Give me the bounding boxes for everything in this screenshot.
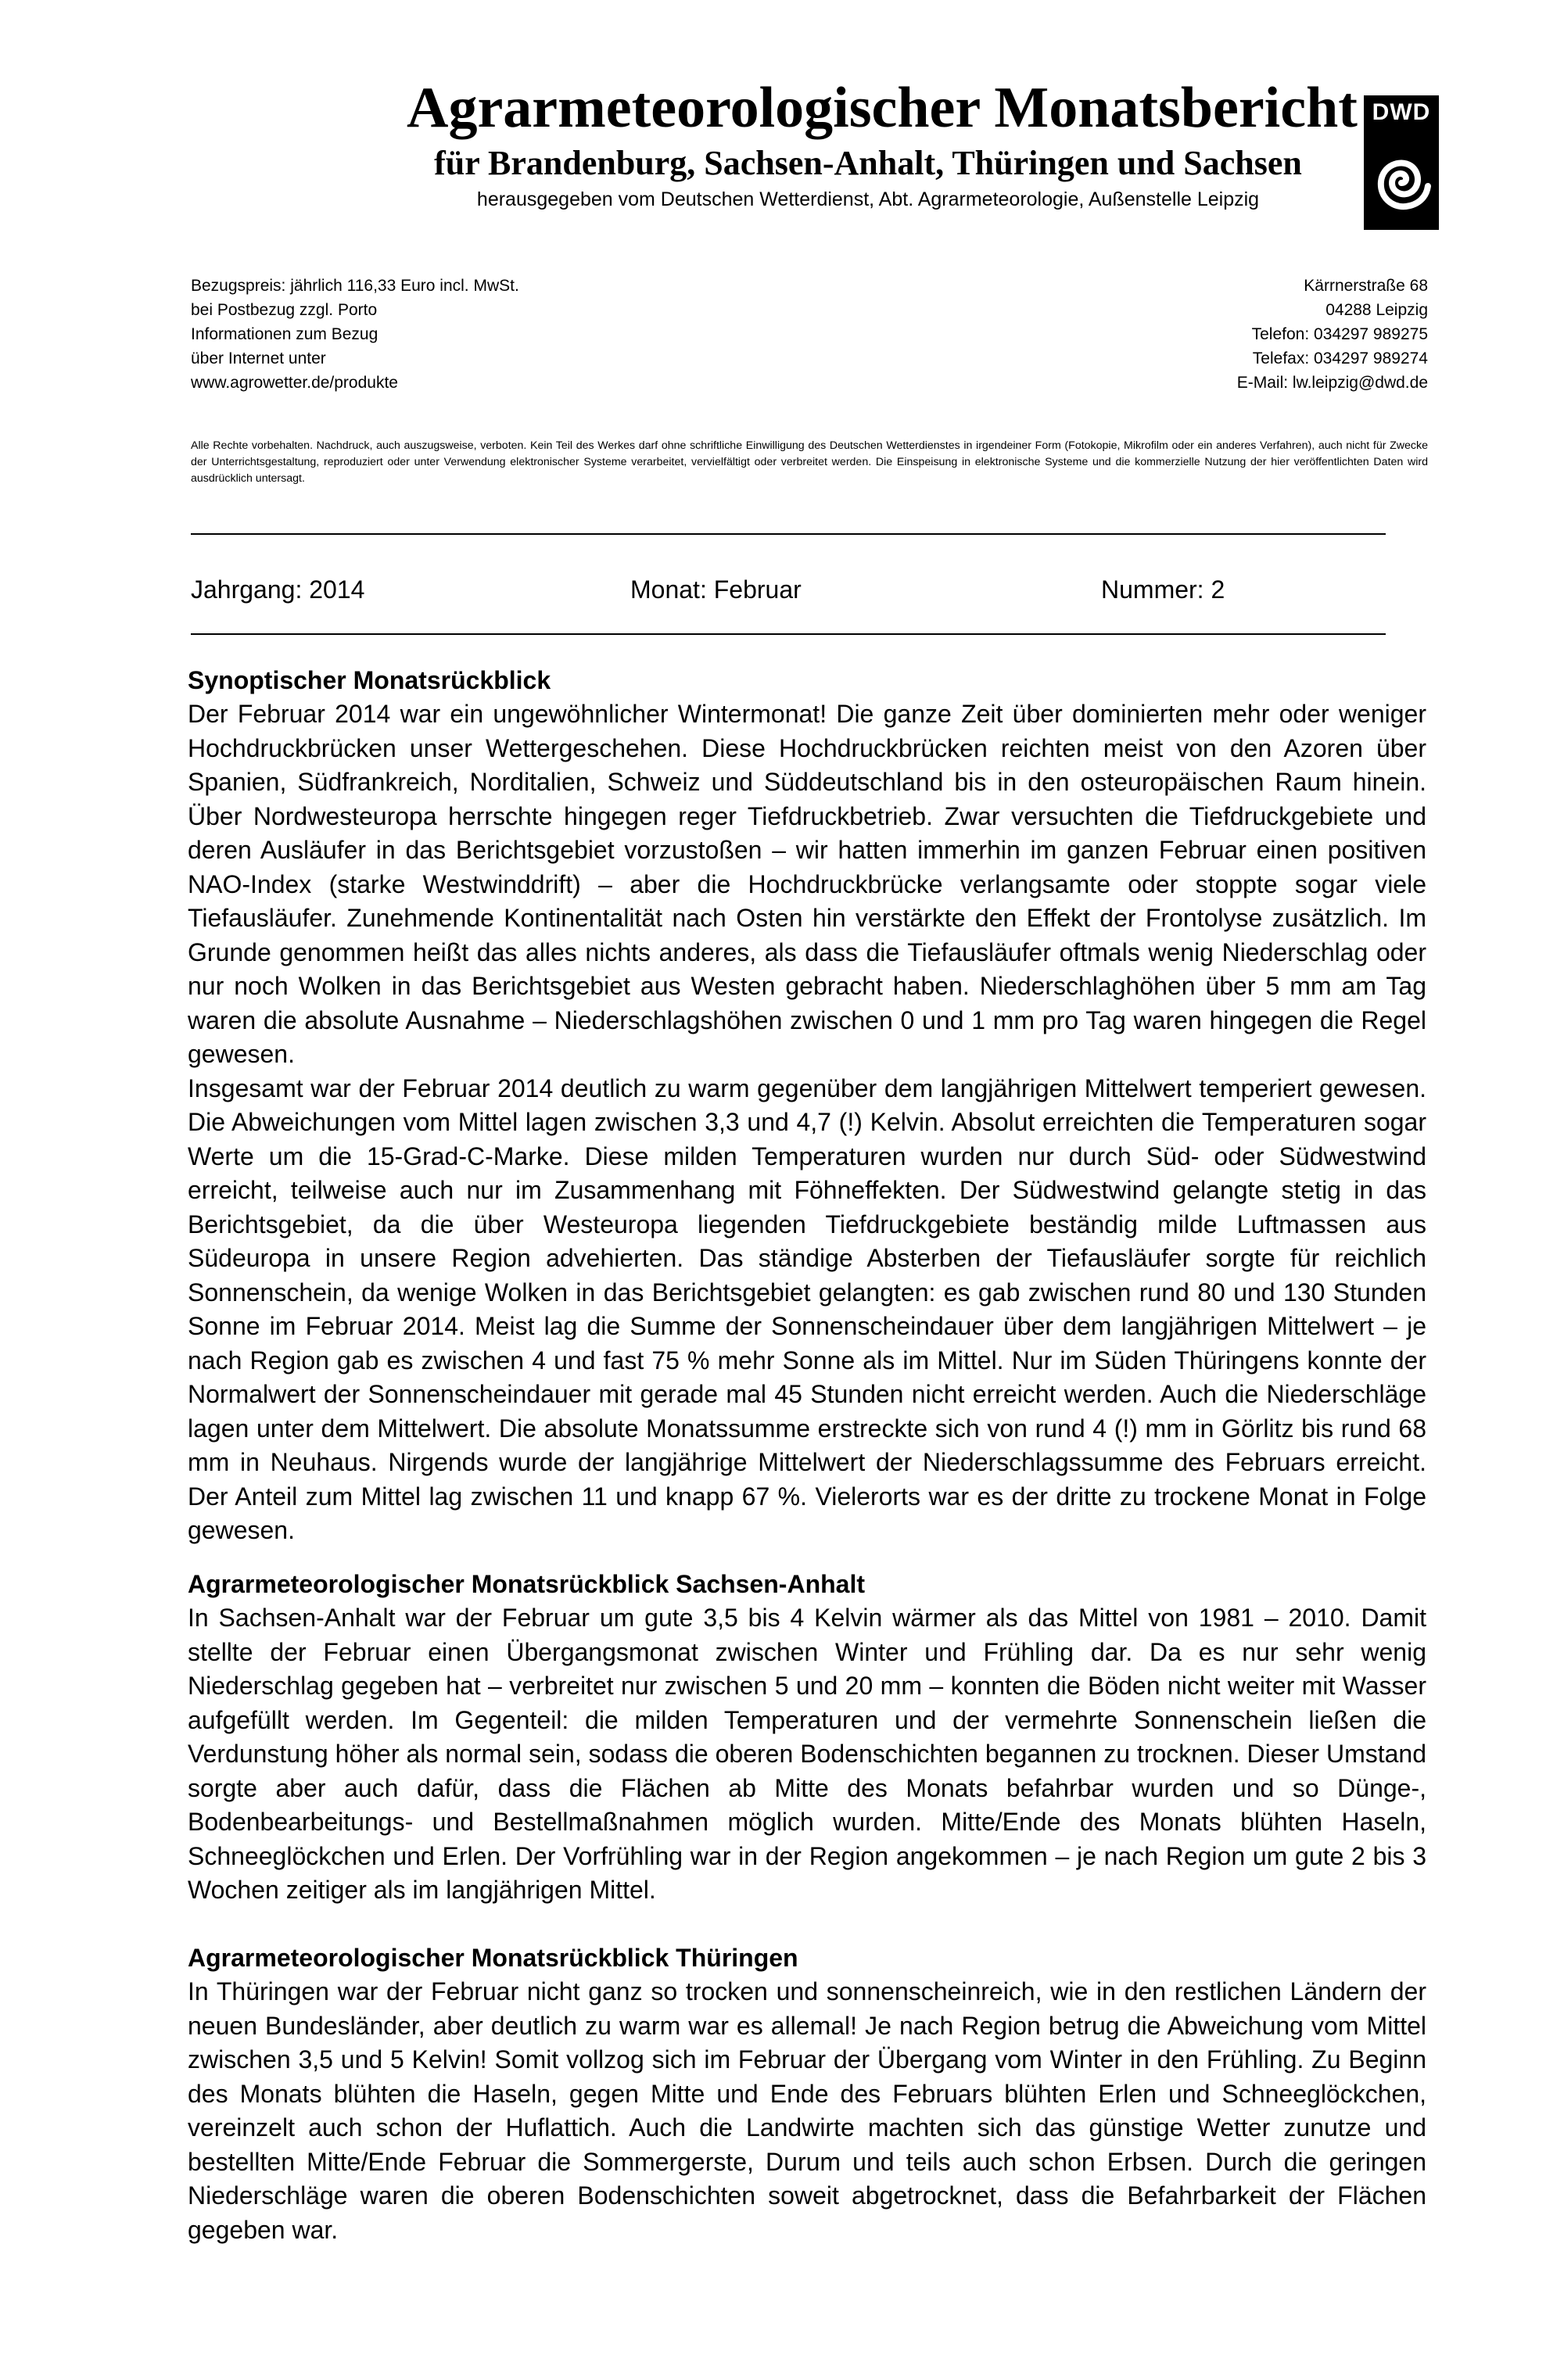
subscription-info (191, 274, 519, 395)
address-street: Kärrnerstraße 68 (1304, 277, 1428, 295)
report-title: Agrarmeteorologischer Monatsbericht (407, 76, 1358, 140)
section-heading: Synoptischer Monatsrückblick (188, 666, 551, 694)
info-line: Bezugspreis: jährlich 116,33 Euro incl. MwSt. (191, 277, 519, 295)
issue-year: Jahrgang: 2014 (191, 575, 365, 604)
section-sachsen-anhalt (188, 1567, 1426, 1908)
dwd-logo-text: DWD (1372, 99, 1431, 125)
publisher-line: herausgegeben vom Deutschen Wetterdienst, Abt. Agrarmeteorologie, Außenstelle Leipzig (476, 188, 1260, 210)
address-city: 04288 Leipzig (1325, 301, 1428, 319)
section-paragraph: Insgesamt war der Februar 2014 deutlich zu warm gegenüber dem langjährigen Mittelwert temperiert gewesen. Die Abweichungen vom Mittel lagen zwischen 3,3 und 4,7 (!) Kelvin. Absolut erreichten die Temperaturen sogar Werte um die 15-Grad-C-Marke. Diese milden Temperaturen wurden nur durch Süd- oder Südwestwind erreicht, teilweise auch nur im Zusammenhang mit Föhneffekten. Der Südwestwind gelangte stetig in das Berichtsgebiet, da die über Westeuropa liegenden Tiefdruckgebiete beständig milde Luftmassen aus Südeuropa in unsere Region advehierten. Das ständige Absterben der Tiefausläufer sorgte für reichlich Sonnenschein, da wenige Wolken in das Berichtsgebiet gelangten: es gab zwischen rund 80 und 130 Stunden Sonne im Februar 2014. Meist lag die Summe der Sonnenscheindauer über dem langjährigen Mittelwert – je nach Region gab es zwischen 4 und fast 75 % mehr Sonne als im Mittel. Nur im Süden Thüringens konnte der Normalwert der Sonnenscheindauer mit gerade mal 45 Stunden nicht erreicht werden. Auch die Niederschläge lagen unter dem Mittelwert. Die absolute Monatssumme erstreckte sich von rund 4 (!) mm in Görlitz bis rund 68 mm in Neuhaus. Nirgends wurde der langjährige Mittelwert der Niederschlagssumme des Februars erreicht. Der Anteil zum Mittel lag zwischen 11 und knapp 67 %. Vielerorts war es der dritte zu trockene Monat in Folge gewesen. (188, 1074, 1426, 1544)
info-line: über Internet unter (191, 349, 326, 367)
report-subtitle: für Brandenburg, Sachsen-Anhalt, Thüringen und Sachsen (434, 144, 1302, 182)
section-heading: Agrarmeteorologischer Monatsrückblick Thüringen (188, 1944, 798, 1972)
phone-number: Telefon: 034297 989275 (1251, 325, 1428, 343)
section-paragraph: In Thüringen war der Februar nicht ganz so trocken und sonnenscheinreich, wie in den restlichen Ländern der neuen Bundesländer, aber deutlich zu warm war es allemal! Je nach Region betrug die Abweichung vom Mittel zwischen 3,5 und 5 Kelvin! Somit vollzog sich im Februar der Übergang vom Winter in den Frühling. Zu Beginn des Monats blühten die Haseln, gegen Mitte und Ende des Februars blühten Erlen und Schneeglöckchen, vereinzelt auch schon der Huflattich. Auch die Landwirte machten sich das günstige Wetter zunutze und bestellten Mitte/Ende Februar die Sommergerste, Durum und teils auch schon Erbsen. Durch die geringen Niederschläge waren die oberen Bodenschichten soweit abgetrocknet, dass die Befahrbarkeit der Flächen gegeben war. (188, 1977, 1426, 2244)
rights-notice: Alle Rechte vorbehalten. Nachdruck, auch auszugsweise, verboten. Kein Teil des Werkes darf ohne schriftliche Einwilligung des Deutschen Wetterdienstes in irgendeiner Form (Fotokopie, Mikrofilm oder ein anderes Verfahren), auch nicht für Zwecke der Unterrichtsgestaltung, reproduziert oder unter Verwendung elektronischer Systeme verarbeitet, vervielfältigt oder verbreitet werden. Die Einspeisung in elektronische Systeme und die kommerzielle Nutzung der hier veröffentlichten Daten wird ausdrücklich untersagt. (191, 439, 1428, 485)
email-address[interactable]: E-Mail: lw.leipzig@dwd.de (1236, 374, 1428, 392)
section-paragraph: In Sachsen-Anhalt war der Februar um gute 3,5 bis 4 Kelvin wärmer als das Mittel von 1981 – 2010. Damit stellte der Februar einen Übergangsmonat zwischen Winter und Frühling dar. Da es nur sehr wenig Niederschlag gegeben hat – verbreitet nur zwischen 5 und 20 mm – konnten die Böden nicht weiter mit Wasser aufgefüllt werden. Im Gegenteil: die milden Temperaturen und der vermehrte Sonnenschein ließen die Verdunstung höher als normal sein, sodass die oberen Bodenschichten begannen zu trocknen. Dieser Umstand sorgte aber auch dafür, dass die Flächen ab Mitte des Monats befahrbar wurden und so Dünge-, Bodenbearbeitungs- und Bestellmaßnahmen möglich wurden. Mitte/Ende des Monats blühten Haseln, Schneeglöckchen und Erlen. Der Vorfrühling war in der Region angekommen – je nach Region um gute 2 bis 3 Wochen zeitiger als im langjährigen Mittel. (188, 1604, 1426, 1904)
website-link[interactable]: www.agrowetter.de/produkte (191, 374, 398, 392)
divider-bottom (191, 633, 1386, 635)
info-line: bei Postbezug zzgl. Porto (191, 301, 378, 319)
fax-number: Telefax: 034297 989274 (1252, 349, 1428, 367)
issue-number: Nummer: 2 (1101, 575, 1225, 604)
dwd-spiral-icon (1370, 142, 1433, 220)
section-thueringen (188, 1941, 1426, 2247)
section-heading: Agrarmeteorologischer Monatsrückblick Sachsen-Anhalt (188, 1570, 865, 1598)
contact-info (1095, 274, 1428, 395)
issue-month: Monat: Februar (630, 575, 802, 604)
info-line: Informationen zum Bezug (191, 325, 378, 343)
section-synoptic-review (188, 663, 1426, 1548)
dwd-logo (1364, 95, 1439, 230)
section-paragraph: Der Februar 2014 war ein ungewöhnlicher Wintermonat! Die ganze Zeit über dominierten mehr oder weniger Hochdruckbrücken unser Wettergeschehen. Diese Hochdruckbrücken reichten meist von den Azoren über Spanien, Südfrankreich, Norditalien, Schweiz und Süddeutschland bis in den osteuropäischen Raum hinein. Über Nordwesteuropa herrschte hingegen reger Tiefdruckbetrieb. Zwar versuchten die Tiefdruckgebiete und deren Ausläufer in das Berichtsgebiet vorzustoßen – wir hatten immerhin im ganzen Februar einen positiven NAO-Index (starke Westwinddrift) – aber die Hochdruckbrücke verlangsamte oder stoppte sogar viele Tiefausläufer. Zunehmende Kontinentalität nach Osten hin verstärkte den Effekt der Frontolyse zusätzlich. Im Grunde genommen heißt das alles nichts anderes, als dass die Tiefausläufer oftmals wenig Niederschlag oder nur noch Wolken in das Berichtsgebiet aus Westen gebracht haben. Niederschlaghöhen über 5 mm am Tag waren die absolute Ausnahme – Niederschlagshöhen zwischen 0 und 1 mm pro Tag waren hingegen die Regel gewesen. (188, 700, 1426, 1068)
divider-top (191, 533, 1386, 535)
